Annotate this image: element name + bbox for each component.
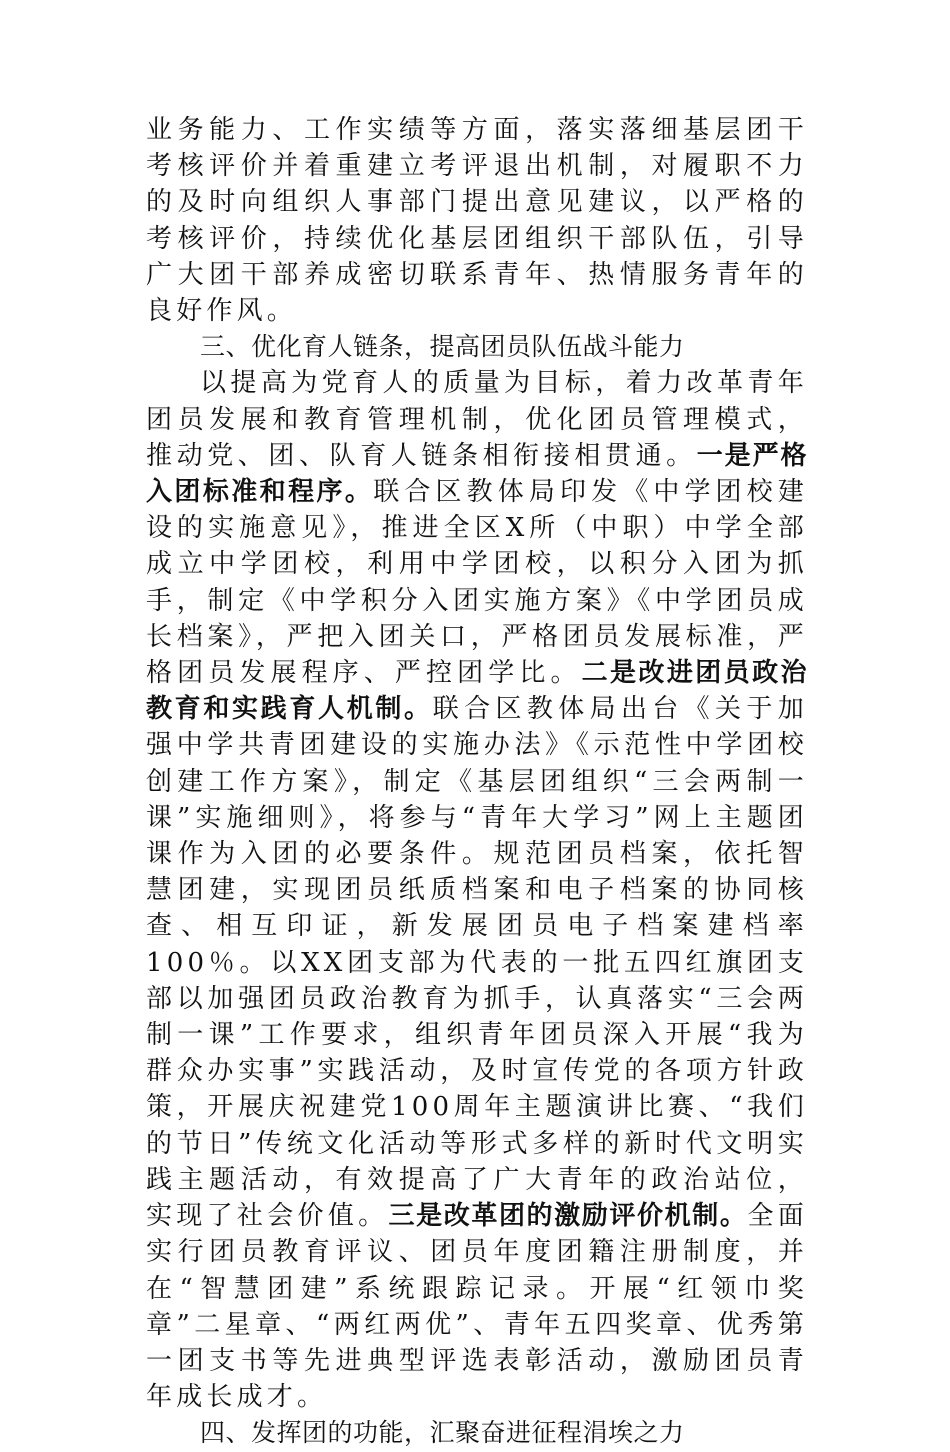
bold-point-two: 二是改进团员政治教育和实践育人机制。 [146,658,808,725]
paragraph-evaluation: 业务能力、工作实绩等方面，落实落细基层团干考核评价并着重建立考评退出机制，对履职不力的及时向组织人事部门提出意见建议，以严格的考核评价，持续优化基层团组织干部队伍，引导广大团干部养成密切联系青年、热情服务青年的良好作风。 [146,115,808,327]
paragraph-text: 全面实行团员教育评议、团员年度团籍注册制度，并在“智慧团建”系统跟踪记录。开展“红领巾奖章”二星章、“两红两优”、青年五四奖章、优秀第一团支书等先进典型评选表彰活动，激励团员青年成长成才。 [146,1201,808,1413]
paragraph-text: 联合区教体局出台《关于加强中学共青团建设的实施办法》《示范性中学团校创建工作方案》，制定《基层团组织“三会两制一课”实施细则》，将参与“青年大学习”网上主题团课作为入团的必要条件。规范团员档案，依托智慧团建，实现团员纸质档案和电子档案的协同核查、相互印证，新发展团员电子档案建档率100％。以XX团支部为代表的一批五四红旗团支部以加强团员政治教育为抓手，认真落实“三会两制一课”工作要求，组织青年团员深入开展“我为群众办实事”实践活动，及时宣传党的各项方针政策，开展庆祝建党100周年主题演讲比赛、“我们的节日”传统文化活动等形式多样的新时代文明实践主题活动，有效提高了广大青年的政治站位，实现了社会价值。 [146,694,808,1232]
section-heading-three: 三、优化育人链条，提高团员队伍战斗能力 [200,332,685,362]
paragraph-member-training [146,365,808,1415]
bold-point-three: 三是改革团的激励评价机制。 [388,1201,748,1232]
document-body [146,112,808,1452]
section-heading-four: 四、发挥团的功能，汇聚奋进征程涓埃之力 [200,1418,685,1448]
bold-point-one: 一是严格入团标准和程序。 [146,440,808,508]
paragraph-text: 联合区教体局印发《中学团校建设的实施意见》，推进全区X所（中职）中学全部成立中学团校，利用中学团校，以积分入团为抓手，制定《中学积分入团实施方案》《中学团员成长档案》，严把入团关口，严格团员发展标准，严格团员发展程序、严控团学比。 [146,477,808,689]
paragraph-text: 以提高为党育人的质量为目标，着力改革青年团员发展和教育管理机制，优化团员管理模式，推动党、团、队育人链条相衔接相贯通。 [146,368,808,471]
